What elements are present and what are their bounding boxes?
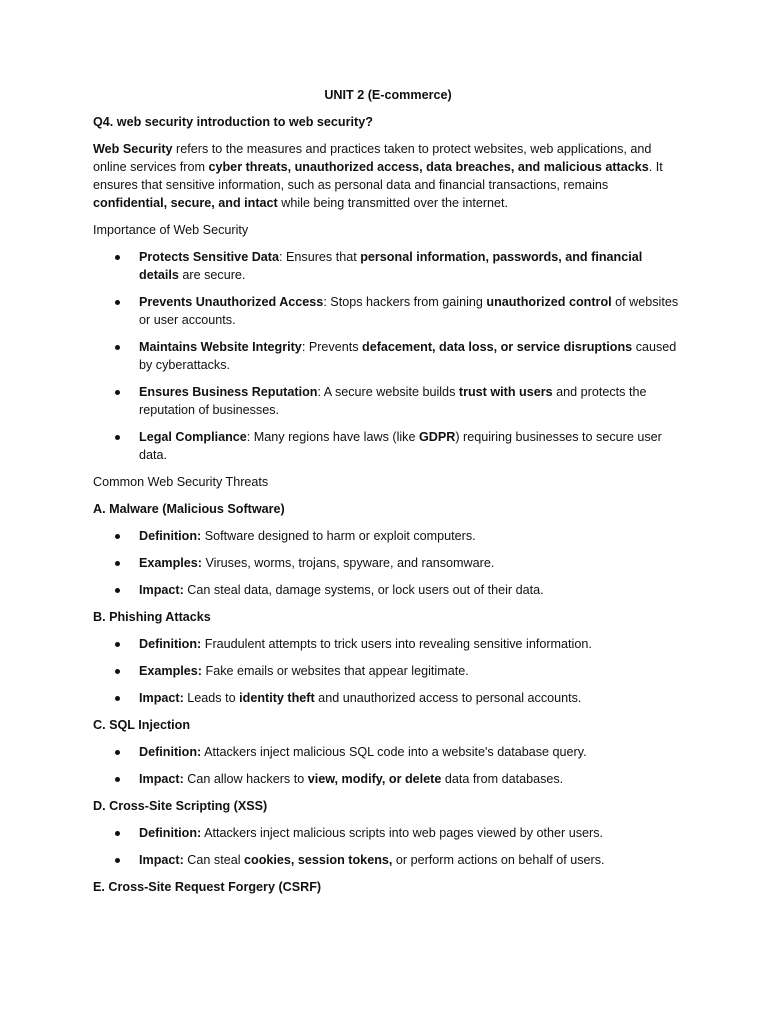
sql-list — [93, 743, 683, 788]
item-text-2: are secure. — [178, 268, 246, 282]
item-label: Protects Sensitive Data — [139, 250, 279, 264]
item-label: Definition: — [139, 529, 202, 543]
item-label: Examples: — [139, 664, 202, 678]
item-text: : A secure website builds — [317, 385, 459, 399]
item-text: Can allow hackers to — [183, 772, 308, 786]
list-item — [93, 338, 683, 374]
list-item — [93, 743, 683, 761]
bullet-icon — [115, 534, 120, 539]
item-text-2: and protects the reputation of businesses. — [139, 385, 647, 417]
list-item — [93, 770, 683, 788]
bullet-icon — [115, 858, 120, 863]
intro-text-2: . It ensures that sensitive information, such as personal data and financial transactions, remains — [93, 160, 663, 192]
list-item — [93, 851, 683, 869]
document-page — [93, 86, 683, 905]
bullet-icon — [115, 750, 120, 755]
item-text-2: or perform actions on behalf of users. — [392, 853, 605, 867]
item-label: Definition: — [139, 745, 202, 759]
phishing-heading: B. Phishing Attacks — [93, 610, 211, 624]
list-item — [93, 428, 683, 464]
question-heading: Q4. web security introduction to web security? — [93, 115, 373, 129]
item-label: Impact: — [139, 853, 184, 867]
item-label: Maintains Website Integrity — [139, 340, 302, 354]
list-item — [93, 554, 683, 572]
list-item — [93, 383, 683, 419]
item-bold: unauthorized control — [486, 295, 612, 309]
intro-text-3: while being transmitted over the internet. — [277, 196, 509, 210]
bullet-icon — [115, 696, 120, 701]
item-bold: cookies, session tokens, — [244, 853, 393, 867]
bullet-icon — [115, 777, 120, 782]
list-item — [93, 293, 683, 329]
item-bold: identity theft — [239, 691, 315, 705]
intro-paragraph — [93, 140, 683, 212]
item-text-2: of websites or user accounts. — [139, 295, 679, 327]
item-label: Impact: — [139, 583, 184, 597]
item-label: Impact: — [139, 691, 184, 705]
item-text: Leads to — [183, 691, 240, 705]
bullet-icon — [115, 642, 120, 647]
item-text-2: ) requiring businesses to secure user data. — [139, 430, 662, 462]
item-label: Ensures Business Reputation — [139, 385, 318, 399]
list-item — [93, 635, 683, 653]
list-item — [93, 527, 683, 545]
item-bold: defacement, data loss, or service disruptions — [362, 340, 633, 354]
item-label: Prevents Unauthorized Access — [139, 295, 324, 309]
bullet-icon — [115, 831, 120, 836]
xss-heading: D. Cross-Site Scripting (XSS) — [93, 799, 268, 813]
item-text-2: and unauthorized access to personal accounts. — [314, 691, 582, 705]
list-item — [93, 689, 683, 707]
item-text: Attackers inject malicious SQL code into a website's database query. — [201, 745, 587, 759]
intro-term: Web Security — [93, 142, 173, 156]
document-title: UNIT 2 (E-commerce) — [324, 88, 452, 102]
item-text-2: data from databases. — [441, 772, 564, 786]
item-bold: trust with users — [458, 385, 553, 399]
item-text: : Many regions have laws (like — [246, 430, 419, 444]
item-text: Fake emails or websites that appear legitimate. — [202, 664, 469, 678]
sql-heading: C. SQL Injection — [93, 718, 191, 732]
item-text: Can steal — [183, 853, 244, 867]
malware-heading: A. Malware (Malicious Software) — [93, 502, 285, 516]
importance-heading: Importance of Web Security — [93, 223, 249, 237]
csrf-heading: E. Cross-Site Request Forgery (CSRF) — [93, 880, 322, 894]
intro-bold-1: cyber threats, unauthorized access, data breaches, and malicious attacks — [208, 160, 649, 174]
item-label: Definition: — [139, 637, 202, 651]
threats-heading: Common Web Security Threats — [93, 475, 269, 489]
item-text: Fraudulent attempts to trick users into revealing sensitive information. — [201, 637, 592, 651]
item-text: Attackers inject malicious scripts into web pages viewed by other users. — [201, 826, 604, 840]
item-text-2: caused by cyberattacks. — [139, 340, 677, 372]
item-label: Examples: — [139, 556, 202, 570]
item-bold: view, modify, or delete — [307, 772, 442, 786]
bullet-icon — [115, 345, 120, 350]
bullet-icon — [115, 669, 120, 674]
item-bold: GDPR — [418, 430, 456, 444]
item-text: : Ensures that — [279, 250, 361, 264]
item-text: : Stops hackers from gaining — [323, 295, 487, 309]
item-label: Impact: — [139, 772, 184, 786]
item-label: Definition: — [139, 826, 202, 840]
importance-list — [93, 248, 683, 464]
bullet-icon — [115, 588, 120, 593]
bullet-icon — [115, 300, 120, 305]
list-item — [93, 662, 683, 680]
list-item — [93, 248, 683, 284]
item-text: Can steal data, damage systems, or lock users out of their data. — [183, 583, 544, 597]
malware-list — [93, 527, 683, 599]
item-bold: personal information, passwords, and financial details — [139, 250, 643, 282]
item-label: Legal Compliance — [139, 430, 247, 444]
bullet-icon — [115, 255, 120, 260]
bullet-icon — [115, 390, 120, 395]
list-item — [93, 581, 683, 599]
list-item — [93, 824, 683, 842]
item-text: Software designed to harm or exploit computers. — [201, 529, 476, 543]
intro-text-1: refers to the measures and practices taken to protect websites, web applications, and online services from — [93, 142, 652, 174]
item-text: Viruses, worms, trojans, spyware, and ransomware. — [202, 556, 495, 570]
xss-list — [93, 824, 683, 869]
phishing-list — [93, 635, 683, 707]
intro-bold-2: confidential, secure, and intact — [93, 196, 278, 210]
item-text: : Prevents — [301, 340, 363, 354]
bullet-icon — [115, 435, 120, 440]
bullet-icon — [115, 561, 120, 566]
